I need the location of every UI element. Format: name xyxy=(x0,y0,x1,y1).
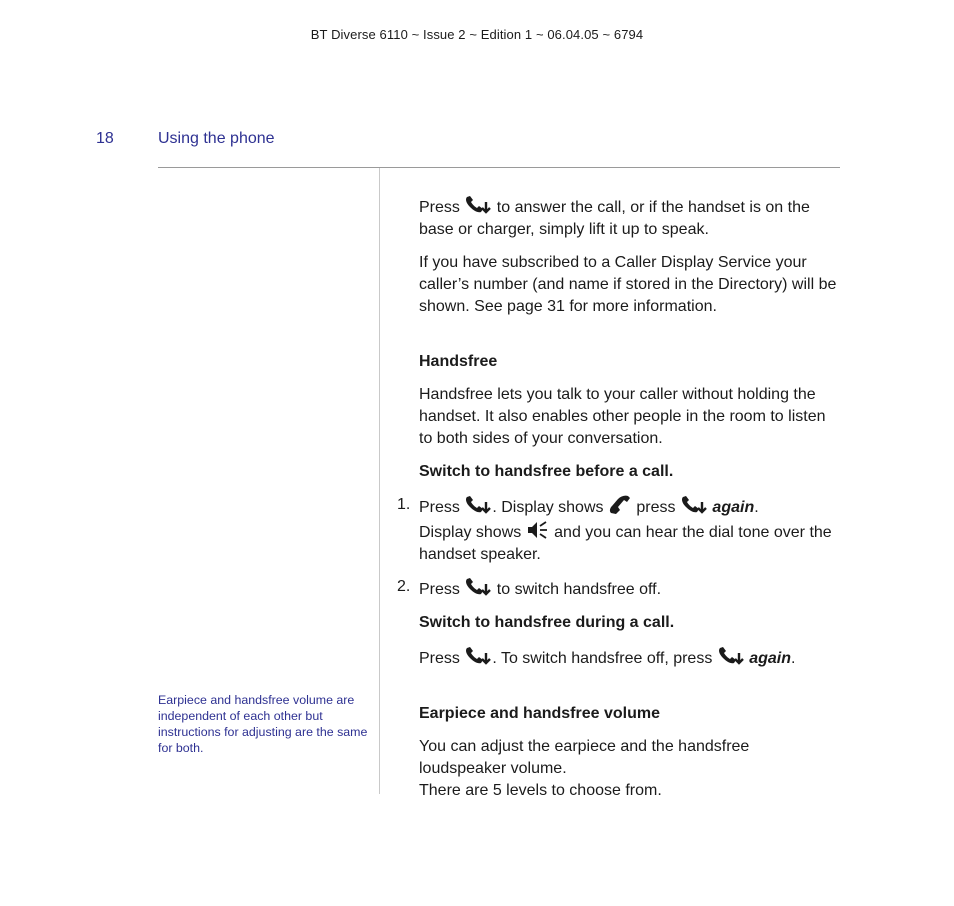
handsfree-talk-button-icon xyxy=(680,494,708,516)
before-call-heading: Switch to handsfree before a call. xyxy=(419,463,674,480)
handsfree-talk-button-icon xyxy=(464,645,492,667)
section-title: Using the phone xyxy=(158,130,275,147)
handsfree-talk-button-icon xyxy=(717,645,745,667)
step-2: 2. Press to switch handsfree off. xyxy=(397,578,662,598)
during-call-paragraph: Press . To switch handsfree off, press again. xyxy=(419,645,839,670)
volume-heading: Earpiece and handsfree volume xyxy=(419,705,660,722)
handsfree-intro: Handsfree lets you talk to your caller without holding the handset. It also enables other people in the room to listen to both sides of your conversation. xyxy=(419,386,826,447)
header-divider xyxy=(158,167,840,168)
step-1: 1. Press . Display shows press again. Display shows and you can hear the dial tone over the handset speaker. xyxy=(397,496,832,563)
caller-display-paragraph: If you have subscribed to a Caller Display Service your caller’s number (and name if stored in the Directory) will be shown. See page 31 for more information. xyxy=(419,254,837,315)
during-call-heading: Switch to handsfree during a call. xyxy=(419,614,675,631)
column-divider xyxy=(379,168,380,794)
answer-paragraph: Press to answer the call, or if the handset is on the base or charger, simply lift it up to speak. xyxy=(419,194,839,241)
handsfree-talk-button-icon xyxy=(464,494,492,516)
handsfree-talk-button-icon xyxy=(464,194,492,216)
page-number: 18 xyxy=(96,130,114,147)
handsfree-talk-button-icon xyxy=(464,576,492,598)
phone-handset-icon xyxy=(608,494,632,516)
edition-header: BT Diverse 6110 ~ Issue 2 ~ Edition 1 ~ 06.04.05 ~ 6794 xyxy=(310,27,644,42)
loudspeaker-icon xyxy=(526,519,550,541)
step-number: 1. xyxy=(397,496,411,513)
sidenote: Earpiece and handsfree volume are independent of each other but instructions for adjusting are the same for both. xyxy=(158,693,368,755)
volume-paragraph: You can adjust the earpiece and the handsfree loudspeaker volume. There are 5 levels to choose from. xyxy=(419,738,750,799)
step-number: 2. xyxy=(397,578,411,595)
handsfree-heading: Handsfree xyxy=(419,353,498,370)
main-content xyxy=(397,194,839,802)
